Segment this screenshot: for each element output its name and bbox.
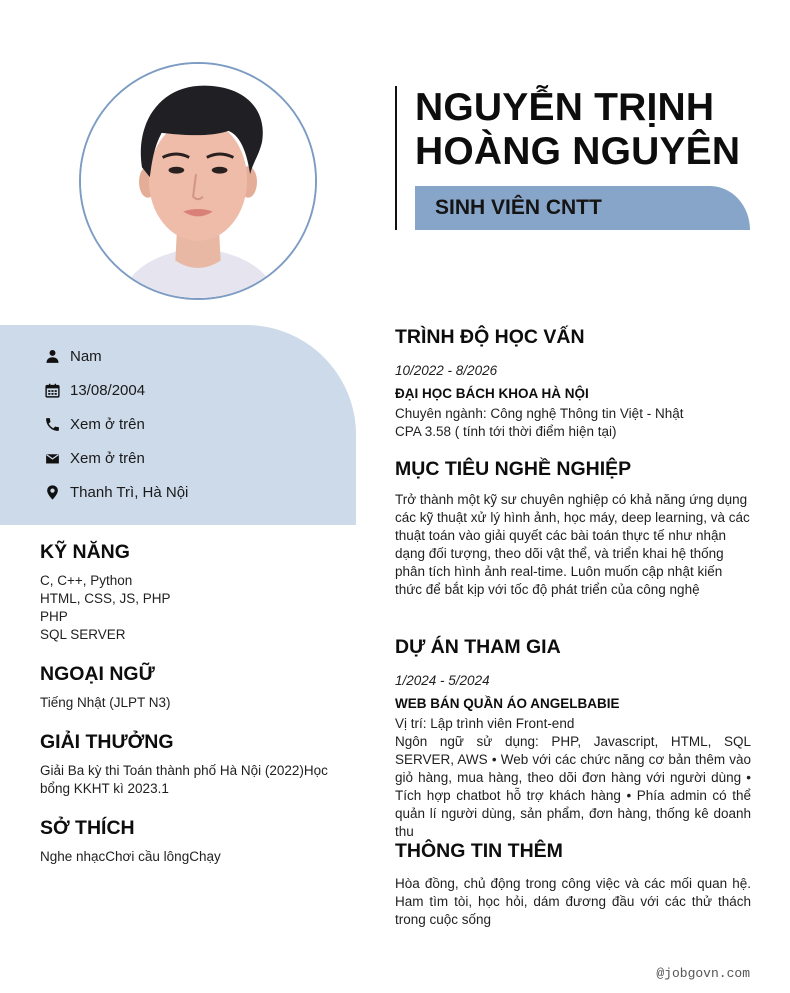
contact-birthdate-text: 13/08/2004 [70,381,146,399]
projects-section [395,635,751,841]
project-name: WEB BÁN QUẦN ÁO ANGELBABIE [395,696,620,711]
project-date: 1/2024 - 5/2024 [395,673,490,688]
skill-item: SQL SERVER [40,627,126,642]
languages-list [40,694,340,712]
education-date: 10/2022 - 8/2026 [395,363,498,378]
objective-section [395,457,751,599]
header-accent-bar [395,86,397,230]
education-title: TRÌNH ĐỘ HỌC VẤN [395,326,585,348]
project-role: Vị trí: Lập trình viên Front-end [395,716,575,731]
education-gpa: CPA 3.58 ( tính tới thời điểm hiện tại) [395,424,617,439]
job-title-badge [415,186,750,230]
education-school: ĐẠI HỌC BÁCH KHOA HÀ NỘI [395,386,589,401]
contact-gender [44,346,102,366]
contact-address [44,482,188,502]
projects-title: DỰ ÁN THAM GIA [395,636,561,658]
skills-list [40,572,340,644]
language-item: Tiếng Nhật (JLPT N3) [40,695,171,710]
objective-title: MỤC TIÊU NGHỀ NGHIỆP [395,458,632,480]
skills-section [40,540,340,644]
contact-email [44,448,145,468]
languages-section [40,662,340,712]
watermark: @jobgovn.com [656,966,750,981]
objective-text: Trở thành một kỹ sư chuyên nghiệp có khả năng ứng dụng các kỹ thuật xử lý hình ảnh, học máy, deep learning, và các thuật toán vào giải quyết các bài toán thực tế như nhận dạng đối tượng, theo dõi vật thể, và triển khai hệ thống phân tích hình ảnh real-time. Luôn muốn cập nhật kiến thức để bắt kịp với tốc độ phát triển của công nghệ [395,492,750,597]
contact-panel [0,325,356,525]
hobbies-title: SỞ THÍCH [40,817,135,839]
hobbies-text: Nghe nhạcChơi cầu lôngChạy [40,849,221,864]
job-title: SINH VIÊN CNTT [435,196,602,219]
skill-item: C, C++, Python [40,573,133,588]
name-line-1: NGUYỄN TRỊNH [415,86,715,129]
person-icon [44,348,61,365]
education-section [395,325,751,441]
additional-info-section [395,839,751,929]
contact-phone [44,414,145,434]
phone-icon [44,416,61,433]
education-major: Chuyên ngành: Công nghệ Thông tin Việt - Nhật [395,406,684,421]
hobbies-section [40,816,340,866]
candidate-name [415,86,775,174]
name-line-2: HOÀNG NGUYÊN [415,130,741,173]
contact-email-text[interactable]: Xem ở trên [70,449,145,467]
contact-address-text: Thanh Trì, Hà Nội [70,483,189,501]
profile-photo [79,62,317,300]
location-pin-icon [44,484,61,501]
skill-item: PHP [40,609,68,624]
portrait-photo-icon [81,64,315,298]
skills-title: KỸ NĂNG [40,541,130,563]
project-description: Ngôn ngữ sử dụng: PHP, Javascript, HTML, SQL SERVER, AWS • Web với các chức năng cơ bản thêm vào giỏ hàng, mua hàng, theo dõi đơn hàng với người dùng • Tích hợp chatbot hỗ trợ khách hàng • Phía admin có thể quản lí người dùng, sản phẩm, đơn hàng, thống kê doanh thu [395,734,751,839]
languages-title: NGOẠI NGỮ [40,663,155,685]
calendar-icon [44,382,61,399]
contact-birthdate [44,380,145,400]
additional-info-title: THÔNG TIN THÊM [395,840,563,862]
email-icon [44,450,61,467]
awards-text: Giải Ba kỳ thi Toán thành phố Hà Nội (2022)Học bổng KKHT kì 2023.1 [40,763,328,796]
awards-section [40,730,340,798]
skill-item: HTML, CSS, JS, PHP [40,591,171,606]
additional-info-text: Hòa đồng, chủ động trong công việc và các mối quan hệ. Ham tìm tòi, học hỏi, dám đương đầu với các thử thách trong cuộc sống [395,876,751,927]
contact-phone-text[interactable]: Xem ở trên [70,415,145,433]
contact-gender-text: Nam [70,347,102,365]
awards-title: GIẢI THƯỞNG [40,731,174,753]
